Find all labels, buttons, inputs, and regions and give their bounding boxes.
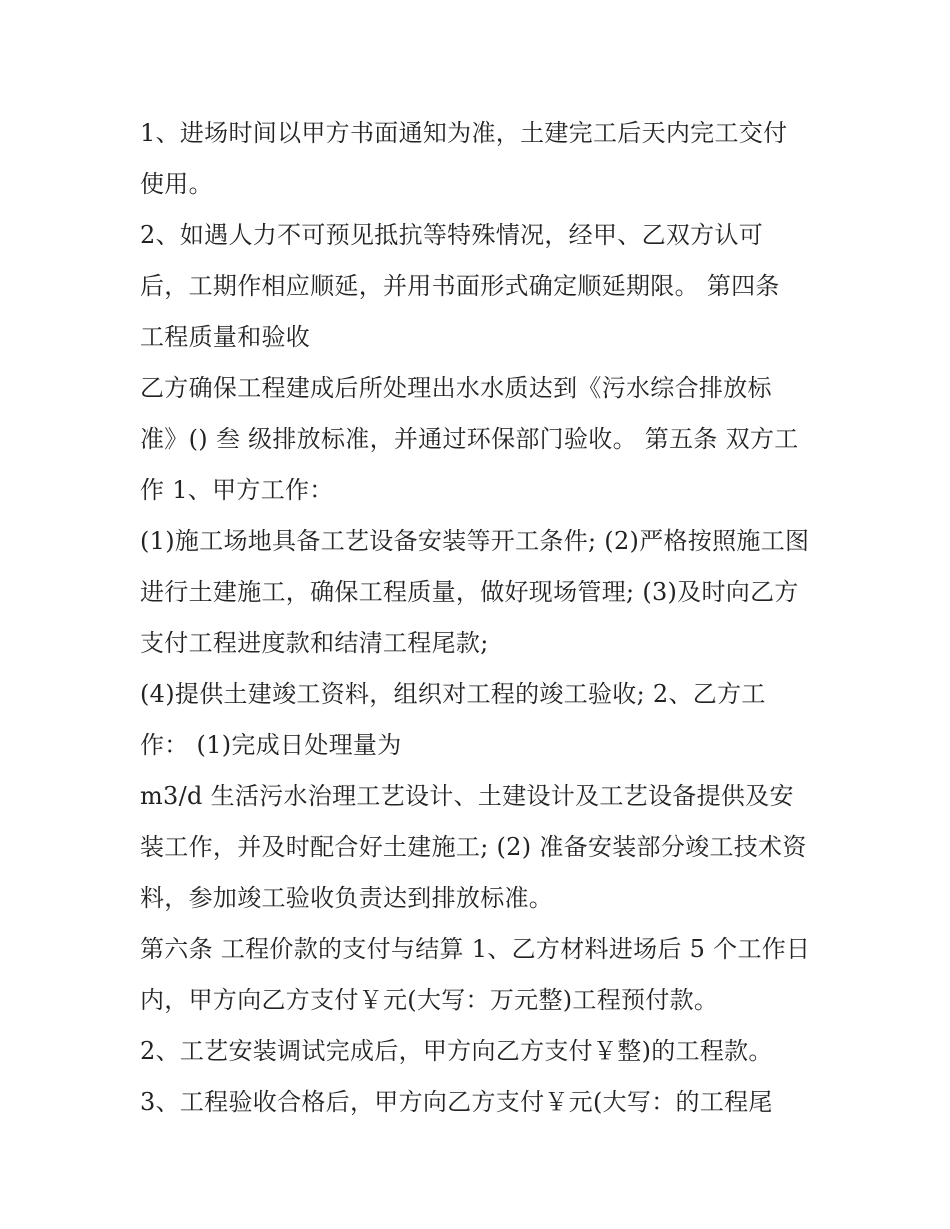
text-line: (1)施工场地具备工艺设备安装等开工条件; (2)严格按照施工图 [140,527,810,555]
text-line: 作 1、甲方工作： [140,476,334,504]
text-line: 乙方确保工程建成后所处理出水水质达到《污水综合排放标 [140,374,772,402]
text-line: 2、工艺安装调试完成后，甲方向乙方支付￥整)的工程款。 [140,1037,773,1065]
text-line: 2、如遇人力不可预见抵抗等特殊情况，经甲、乙双方认可 [140,221,764,249]
text-line: 支付工程进度款和结清工程尾款; [140,629,489,657]
text-line: 1、进场时间以甲方书面通知为准，土建完工后天内完工交付 [140,119,788,147]
document-body [140,108,812,1128]
text-line: 3、工程验收合格后，甲方向乙方支付￥元(大写：的工程尾 [140,1088,773,1116]
text-line: 进行土建施工，确保工程质量，做好现场管理; (3)及时向乙方 [140,578,799,606]
text-line: 第六条 工程价款的支付与结算 1、乙方材料进场后 5 个工作日 [140,935,811,963]
text-line: 使用。 [140,170,213,198]
text-line: (4)提供土建竣工资料，组织对工程的竣工验收; 2、乙方工 [140,680,766,708]
text-line: 作： (1)完成日处理量为 [140,731,402,759]
text-line: 装工作，并及时配合好土建施工; (2) 准备安装部分竣工技术资 [140,833,807,861]
text-line: 准》() 叁 级排放标准，并通过环保部门验收。 第五条 双方工 [140,425,799,453]
text-line: 后，工期作相应顺延，并用书面形式确定顺延期限。 第四条 [140,272,780,300]
text-line: 工程质量和验收 [140,323,311,351]
text-line: 料，参加竣工验收负责达到排放标准。 [140,884,554,912]
text-line: m3/d 生活污水治理工艺设计、土建设计及工艺设备提供及安 [140,782,794,810]
text-line: 内，甲方向乙方支付￥元(大写：万元整)工程预付款。 [140,986,719,1014]
